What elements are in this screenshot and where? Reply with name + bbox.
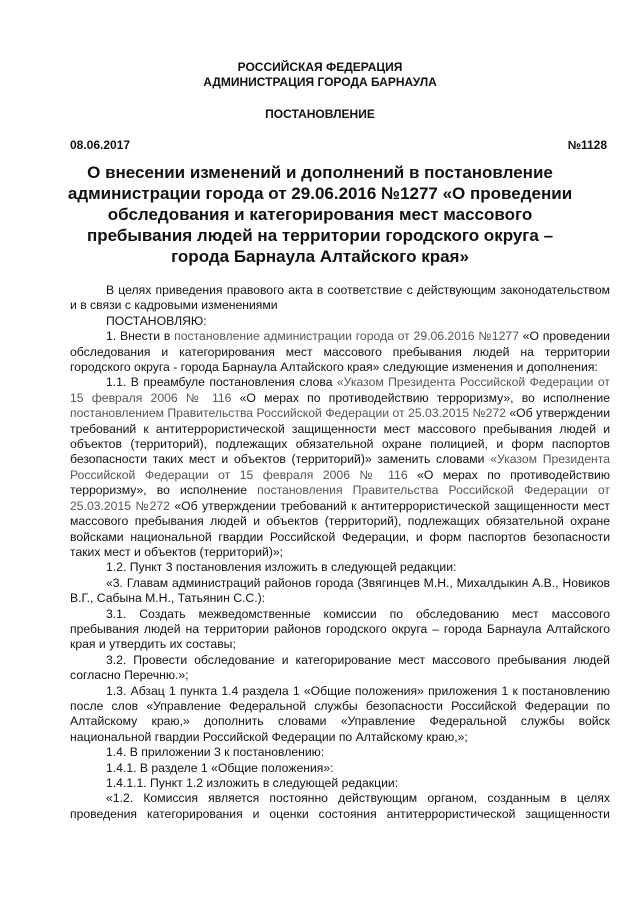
clause-3-2: 3.2. Провести обследование и категорирование мест массового пребывания людей согласно Перечню.»; (70, 652, 610, 683)
country-heading: РОССИЙСКАЯ ФЕДЕРАЦИЯ (237, 60, 403, 74)
clause-1-2-quote: «3. Главам администраций районов города (Звягинцев М.Н., Михалдыкин А.В., Новиков В.Г., Сабына М.Н., Татьянин С.С.): (70, 575, 610, 606)
clause-1-4-1-1: 1.4.1.1. Пункт 1.2 изложить в следующей редакции: (106, 776, 399, 790)
decree-word: ПОСТАНОВЛЯЮ: (106, 313, 207, 328)
intro-paragraph: В целях приведения правового акта в соответствие с действующим законодательством и в связи с кадровыми изменениями (70, 283, 610, 313)
clause-1-2-new: «1.2. Комиссия является постоянно действующим органом, созданным в целях проведения категорирования и оценки состояния антитеррористической защищенности (70, 791, 610, 821)
clause-1-3: 1.3. Абзац 1 пункта 1.4 раздела 1 «Общие положения» приложения 1 к постановлению после слов «Управление Федеральной службы безопасности Российской Федерации по Алтайскому краю,» дополнить словами «Управление Федеральной службы войск национальной гвардии Российской Федерации по Алтайскому краю,»; (70, 683, 610, 744)
date-number-line (70, 138, 607, 152)
clause-1-4-1: 1.4.1. В разделе 1 «Общие положения»: (106, 760, 334, 775)
clause-1-4: 1.4. В приложении 3 к постановлению: (106, 745, 325, 760)
clause-1: 1. Внести в постановление администрации города от 29.06.2016 №1277 «О проведении обследования и категорирования мест массового пребывания людей на территории городского округа - города Барнаула Алтайского края» следующие изменения и дополнения: (70, 329, 610, 375)
document-title: О внесении изменений и дополнений в постановление администрации города от 29.06.2016 №1277 «О проведении обследования и категорирования мест массового пребывания людей на территории городского округа – города Барнаула Алтайского края» (67, 163, 573, 266)
document-date: 08.06.2017 (70, 138, 131, 152)
document-number: №1128 (567, 138, 607, 152)
clause-3-1: 3.1. Создать межведомственные комиссии по обследованию мест массового пребывания людей на территории районов городского округа – города Барнаула Алтайского края и утвердить их составы; (70, 606, 610, 652)
clause-1-1: 1.1. В преамбуле постановления слова «Указом Президента Российской Федерации от 15 февраля 2006 № 116 «О мерах по противодействию терроризму», во исполнение постановлением Правительства Российской Федерации от 25.03.2015 №272 «Об утверждении требований к антитеррористической защищенности мест массового пребывания людей и объектов (территорий), подлежащих обязательной охране полицией, и форм паспортов безопасности таких мест и объектов (территорий)» заменить словами «Указом Президента Российской Федерации от 15 февраля 2006 № 116 «О мерах по противодействию терроризму», во исполнение постановления Правительства Российской Федерации от 25.03.2015 №272 «Об утверждении требований к антитеррористической защищенности мест массового пребывания людей и объектов (территорий), подлежащих обязательной охране войсками национальной гвардии Российской Федерации, и форм паспортов безопасности таких мест и объектов (территорий)»; (70, 375, 610, 559)
document-type-heading: ПОСТАНОВЛЕНИЕ (265, 107, 375, 121)
clause-1-2: 1.2. Пункт 3 постановления изложить в следующей редакции: (106, 560, 457, 575)
document-body (70, 283, 610, 822)
administration-heading: АДМИНИСТРАЦИЯ ГОРОДА БАРНАУЛА (203, 75, 437, 89)
